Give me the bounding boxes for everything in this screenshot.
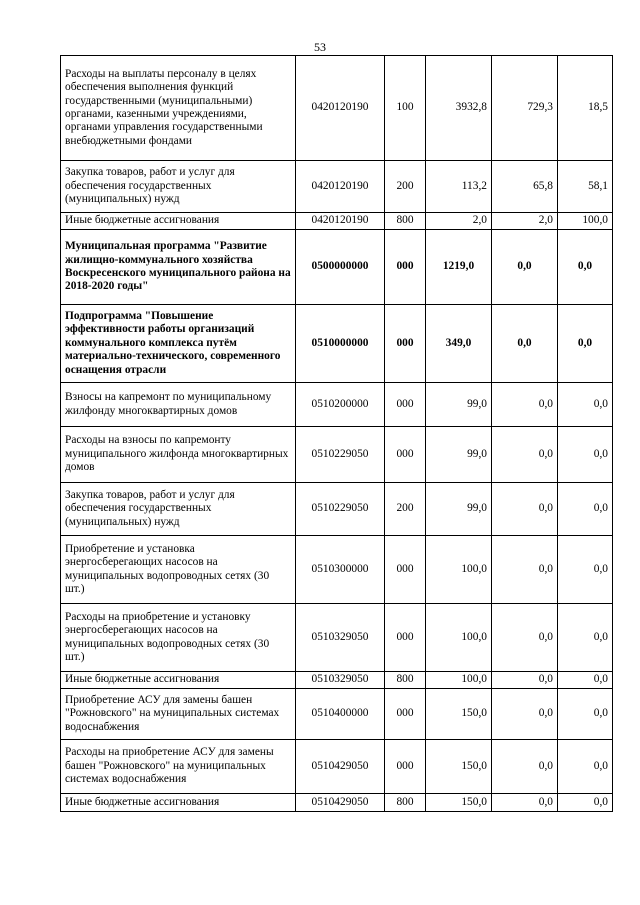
row-value-3: 0,0 bbox=[558, 230, 613, 305]
row-expense-type: 000 bbox=[385, 230, 426, 305]
row-code: 0510429050 bbox=[296, 794, 385, 812]
row-name: Взносы на капремонт по муниципальному жилфонду многоквартирных домов bbox=[61, 383, 296, 427]
row-value-3: 0,0 bbox=[558, 305, 613, 383]
row-value-2: 0,0 bbox=[492, 536, 558, 604]
row-code: 0420120190 bbox=[296, 213, 385, 230]
row-value-1: 100,0 bbox=[426, 672, 492, 689]
row-value-3: 100,0 bbox=[558, 213, 613, 230]
row-value-1: 150,0 bbox=[426, 794, 492, 812]
row-value-3: 0,0 bbox=[558, 536, 613, 604]
row-code: 0510300000 bbox=[296, 536, 385, 604]
row-code: 0510000000 bbox=[296, 305, 385, 383]
row-expense-type: 800 bbox=[385, 794, 426, 812]
row-code: 0420120190 bbox=[296, 161, 385, 213]
row-value-2: 0,0 bbox=[492, 427, 558, 483]
table-row bbox=[61, 56, 613, 161]
table-row bbox=[61, 305, 613, 383]
row-name: Иные бюджетные ассигнования bbox=[61, 213, 296, 230]
row-expense-type: 000 bbox=[385, 740, 426, 794]
row-expense-type: 200 bbox=[385, 161, 426, 213]
row-name: Закупка товаров, работ и услуг для обеспечения государственных (муниципальных) нужд bbox=[61, 161, 296, 213]
row-code: 0510329050 bbox=[296, 604, 385, 672]
row-value-1: 2,0 bbox=[426, 213, 492, 230]
row-value-2: 0,0 bbox=[492, 305, 558, 383]
row-name: Иные бюджетные ассигнования bbox=[61, 794, 296, 812]
row-value-2: 0,0 bbox=[492, 483, 558, 536]
table-row bbox=[61, 230, 613, 305]
row-code: 0510229050 bbox=[296, 483, 385, 536]
row-expense-type: 000 bbox=[385, 305, 426, 383]
row-value-2: 0,0 bbox=[492, 383, 558, 427]
row-name: Приобретение АСУ для замены башен "Рожновского" на муниципальных системах водоснабжения bbox=[61, 689, 296, 740]
row-name: Расходы на взносы по капремонту муниципального жилфонда многоквартирных домов bbox=[61, 427, 296, 483]
row-value-1: 349,0 bbox=[426, 305, 492, 383]
row-value-2: 65,8 bbox=[492, 161, 558, 213]
row-name: Приобретение и установка энергосберегающих насосов на муниципальных водопроводных сетях (30 шт.) bbox=[61, 536, 296, 604]
row-value-2: 0,0 bbox=[492, 794, 558, 812]
row-value-2: 0,0 bbox=[492, 604, 558, 672]
row-value-3: 0,0 bbox=[558, 383, 613, 427]
row-value-1: 100,0 bbox=[426, 604, 492, 672]
budget-table bbox=[60, 55, 613, 812]
row-value-2: 2,0 bbox=[492, 213, 558, 230]
row-expense-type: 100 bbox=[385, 56, 426, 161]
row-value-1: 3932,8 bbox=[426, 56, 492, 161]
row-code: 0420120190 bbox=[296, 56, 385, 161]
row-expense-type: 800 bbox=[385, 672, 426, 689]
row-value-1: 100,0 bbox=[426, 536, 492, 604]
row-value-3: 0,0 bbox=[558, 740, 613, 794]
row-value-1: 150,0 bbox=[426, 740, 492, 794]
row-expense-type: 000 bbox=[385, 604, 426, 672]
row-value-3: 0,0 bbox=[558, 672, 613, 689]
row-value-1: 99,0 bbox=[426, 383, 492, 427]
row-code: 0510200000 bbox=[296, 383, 385, 427]
row-expense-type: 200 bbox=[385, 483, 426, 536]
table-row bbox=[61, 689, 613, 740]
row-value-1: 113,2 bbox=[426, 161, 492, 213]
table-row bbox=[61, 536, 613, 604]
table-row bbox=[61, 383, 613, 427]
row-value-3: 0,0 bbox=[558, 604, 613, 672]
row-value-1: 99,0 bbox=[426, 427, 492, 483]
row-code: 0510429050 bbox=[296, 740, 385, 794]
row-value-3: 0,0 bbox=[558, 427, 613, 483]
row-name: Иные бюджетные ассигнования bbox=[61, 672, 296, 689]
row-expense-type: 000 bbox=[385, 689, 426, 740]
row-value-2: 0,0 bbox=[492, 740, 558, 794]
row-code: 0500000000 bbox=[296, 230, 385, 305]
row-value-1: 1219,0 bbox=[426, 230, 492, 305]
row-value-3: 0,0 bbox=[558, 483, 613, 536]
table-row bbox=[61, 427, 613, 483]
row-value-2: 0,0 bbox=[492, 230, 558, 305]
row-value-2: 729,3 bbox=[492, 56, 558, 161]
row-code: 0510229050 bbox=[296, 427, 385, 483]
row-expense-type: 000 bbox=[385, 427, 426, 483]
page-number: 53 bbox=[314, 40, 326, 54]
row-name: Муниципальная программа "Развитие жилищно-коммунального хозяйства Воскресенского муниципального района на 2018-2020 годы" bbox=[61, 230, 296, 305]
row-name: Расходы на приобретение АСУ для замены башен "Рожновского" на муниципальных системах водоснабжения bbox=[61, 740, 296, 794]
table-row bbox=[61, 483, 613, 536]
row-expense-type: 000 bbox=[385, 536, 426, 604]
row-name: Закупка товаров, работ и услуг для обеспечения государственных (муниципальных) нужд bbox=[61, 483, 296, 536]
row-value-3: 0,0 bbox=[558, 794, 613, 812]
row-value-3: 18,5 bbox=[558, 56, 613, 161]
table-row bbox=[61, 213, 613, 230]
table-row bbox=[61, 794, 613, 812]
row-value-1: 99,0 bbox=[426, 483, 492, 536]
row-value-1: 150,0 bbox=[426, 689, 492, 740]
row-name: Расходы на приобретение и установку энергосберегающих насосов на муниципальных водопроводных сетях (30 шт.) bbox=[61, 604, 296, 672]
table-row bbox=[61, 161, 613, 213]
row-value-3: 58,1 bbox=[558, 161, 613, 213]
row-value-3: 0,0 bbox=[558, 689, 613, 740]
row-expense-type: 000 bbox=[385, 383, 426, 427]
row-expense-type: 800 bbox=[385, 213, 426, 230]
row-name: Расходы на выплаты персоналу в целях обеспечения выполнения функций государственными (муниципальными) органами, казенными учреждениями, органами управления государственными внебюджетными фондами bbox=[61, 56, 296, 161]
row-name: Подпрограмма "Повышение эффективности работы организаций коммунального комплекса путём материально-технического, современного оснащения отрасли bbox=[61, 305, 296, 383]
table-row bbox=[61, 740, 613, 794]
table-row bbox=[61, 604, 613, 672]
row-code: 0510329050 bbox=[296, 672, 385, 689]
row-value-2: 0,0 bbox=[492, 689, 558, 740]
table-row bbox=[61, 672, 613, 689]
row-value-2: 0,0 bbox=[492, 672, 558, 689]
row-code: 0510400000 bbox=[296, 689, 385, 740]
